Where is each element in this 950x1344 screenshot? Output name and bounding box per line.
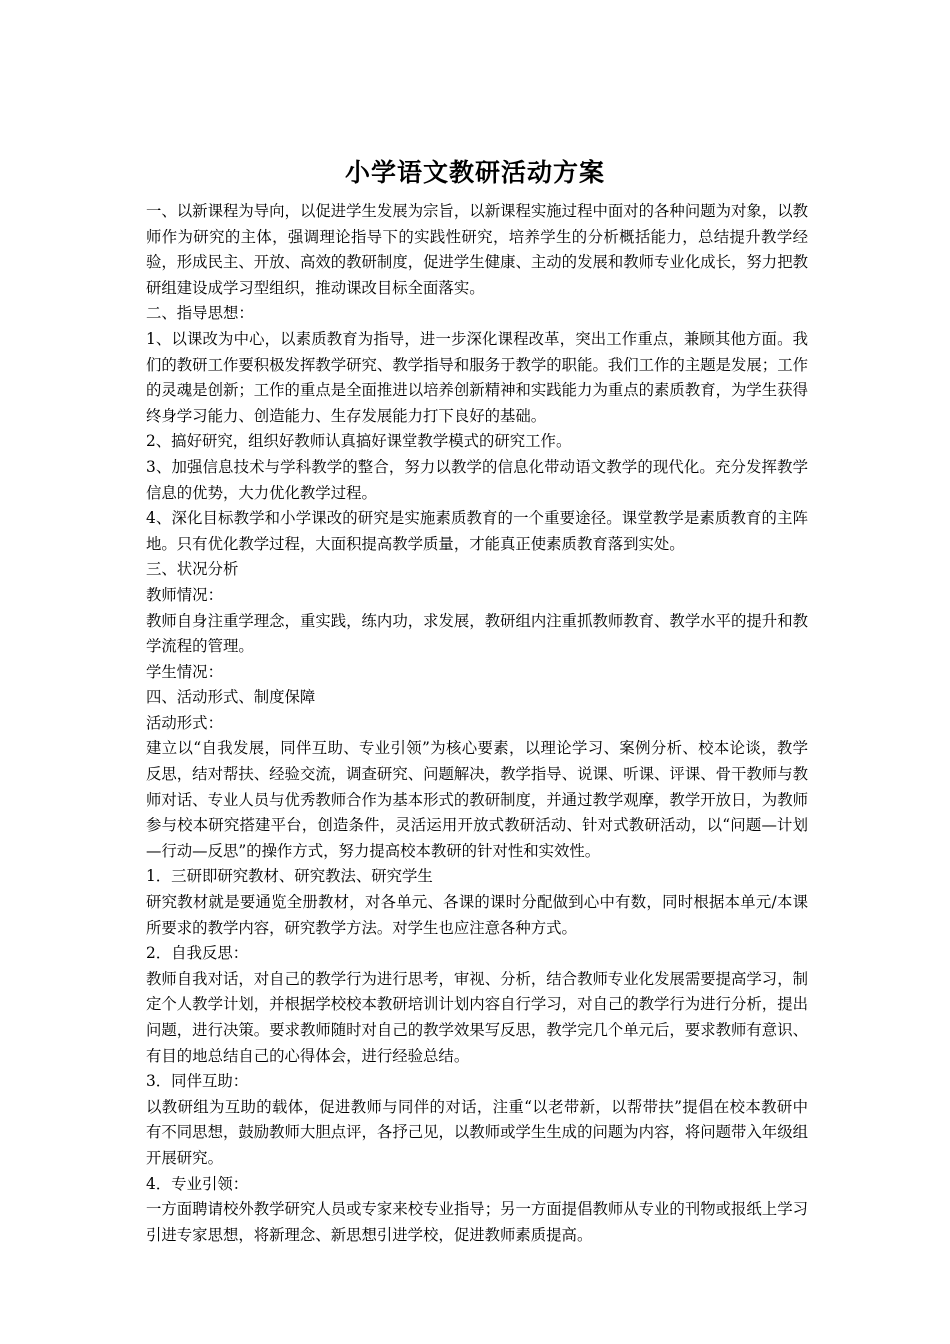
subheading-three-research: 1．三研即研究教材、研究教法、研究学生 <box>146 867 433 886</box>
paragraph-three-research: 研究教材就是要通览全册教材，对各单元、各课的课时分配做到心中有数，同时根据本单元/本课所要求的教学内容，研究教学方法。对学生也应注意各种方式。 <box>146 893 808 937</box>
document-body <box>146 199 808 1248</box>
paragraph-goal: 一、以新课程为导向，以促进学生发展为宗旨，以新课程实施过程中面对的各种问题为对象，以教师作为研究的主体，强调理论指导下的实践性研究，培养学生的分析概括能力，总结提升教学经验，形成民主、开放、高效的教研制度，促进学生健康、主动的发展和教师专业化成长，努力把教研组建设成学习型组织，推动课改目标全面落实。 <box>146 202 808 297</box>
paragraph-item-3: 3、加强信息技术与学科教学的整合，努力以教学的信息化带动语文教学的现代化。充分发挥教学信息的优势，大力优化教学过程。 <box>146 457 808 502</box>
subheading-professional-guidance: 4．专业引领： <box>146 1174 249 1193</box>
subheading-student-situation: 学生情况： <box>146 662 223 681</box>
heading-activity-forms: 四、活动形式、制度保障 <box>146 688 316 707</box>
subheading-self-reflection: 2．自我反思： <box>146 944 249 963</box>
paragraph-item-4: 4、深化目标教学和小学课改的研究是实施素质教育的一个重要途径。课堂教学是素质教育的主阵地。只有优化教学过程，大面积提高教学质量，才能真正使素质教育落到实处。 <box>146 509 808 553</box>
paragraph-activity-forms: 建立以“自我发展，同伴互助、专业引领”为核心要素，以理论学习、案例分析、校本论谈，教学反思，结对帮扶、经验交流，调查研究、问题解决，教学指导、说课、听课、评课、骨干教师与教师对话、专业人员与优秀教师合作为基本形式的教研制度，并通过教学观摩，教学开放日，为教师参与校本研究搭建平台，创造条件，灵活运用开放式教研活动、针对式教研活动，以“问题—计划—行动—反思”的操作方式，努力提高校本教研的针对性和实效性。 <box>146 739 808 860</box>
paragraph-item-2: 2、搞好研究，组织好教师认真搞好课堂教学模式的研究工作。 <box>146 432 572 451</box>
paragraph-peer-support: 以教研组为互助的载体，促进教师与同伴的对话，注重“以老带新，以帮带扶”提倡在校本教研中有不同思想，鼓励教师大胆点评，各抒己见，以教师或学生生成的问题为内容，将问题带入年级组开展研究。 <box>146 1097 808 1167</box>
heading-guiding-ideology: 二、指导思想： <box>146 304 254 323</box>
subheading-peer-support: 3．同伴互助： <box>146 1072 249 1091</box>
paragraph-teacher-situation: 教师自身注重学理念，重实践，练内功，求发展，教研组内注重抓教师教育、教学水平的提升和教学流程的管理。 <box>146 611 808 656</box>
heading-situation-analysis: 三、状况分析 <box>146 560 239 579</box>
subheading-activity-forms: 活动形式： <box>146 713 223 732</box>
paragraph-professional-guidance: 一方面聘请校外教学研究人员或专家来校专业指导；另一方面提倡教师从专业的刊物或报纸上学习引进专家思想，将新理念、新思想引进学校，促进教师素质提高。 <box>146 1200 808 1244</box>
subheading-teacher-situation: 教师情况： <box>146 585 223 604</box>
paragraph-self-reflection: 教师自我对话，对自己的教学行为进行思考，审视、分析，结合教师专业化发展需要提高学习，制定个人教学计划，并根据学校校本教研培训计划内容自行学习，对自己的教学行为进行分析，提出问题，进行决策。要求教师随时对自己的教学效果写反思，教学完几个单元后，要求教师有意识、有目的地总结自己的心得体会，进行经验总结。 <box>146 969 808 1065</box>
document-title: 小学语文教研活动方案 <box>344 158 605 187</box>
paragraph-item-1: 1、以课改为中心，以素质教育为指导，进一步深化课程改革，突出工作重点，兼顾其他方面。我们的教研工作要积极发挥教学研究、教学指导和服务于教学的职能。我们工作的主题是发展；工作的灵魂是创新；工作的重点是全面推进以培养创新精神和实践能力为重点的素质教育，为学生获得终身学习能力、创造能力、生存发展能力打下良好的基础。 <box>146 329 808 425</box>
